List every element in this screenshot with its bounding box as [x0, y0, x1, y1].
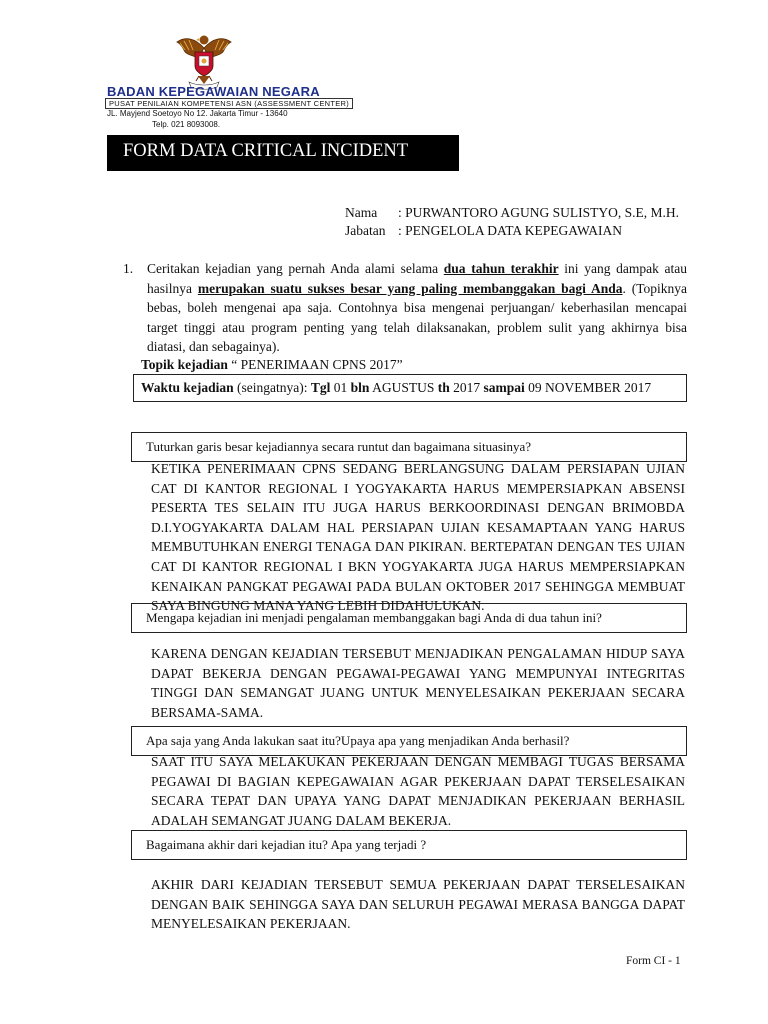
page-label: Form CI - 1: [626, 955, 681, 967]
name-label: Nama: [345, 205, 378, 220]
question-emphasis: merupakan suatu sukses besar yang paling membanggakan bagi Anda: [197, 280, 623, 296]
position-value: : PENGELOLA DATA KEPEGAWAIAN: [398, 223, 622, 238]
section-answer: KARENA DENGAN KEJADIAN TERSEBUT MENJADIKAN PENGALAMAN HIDUP SAYA DAPAT BEKERJA DENGAN PEGAWAI-PEGAWAI YANG MEMPUNYAI INTEGRITAS TINGGI DAN SEMANGAT JUANG UNTUK MENYELESAIKAN PEKERJAAN SECARA BERSAMA-SAMA.: [151, 646, 685, 720]
question-emphasis: dua tahun terakhir: [443, 261, 559, 276]
bln-value: AGUSTUS: [369, 380, 438, 395]
section-answer: AKHIR DARI KEJADIAN TERSEBUT SEMUA PEKERJAAN DAPAT TERSELESAIKAN DENGAN BAIK SEHINGGA SAYA DAN SELURUH PEGAWAI MERASA BANGGA DAPAT MENYELESAIKAN PEKERJAAN.: [151, 877, 685, 932]
name-value: : PURWANTORO AGUNG SULISTYO, S.E, M.H.: [398, 205, 680, 220]
topic-value: “ PENERIMAAN CPNS 2017”: [227, 357, 403, 372]
question-text-part: ini yang dampak atau hasilnya: [147, 261, 688, 296]
section-question: Apa saja yang Anda lakukan saat itu?Upaya apa yang menjadikan Anda berhasil?: [131, 726, 687, 756]
tgl-value: 01: [330, 380, 351, 395]
org-unit: PUSAT PENILAIAN KOMPETENSI ASN (ASSESSMENT CENTER): [105, 98, 353, 109]
position-label: Jabatan: [345, 223, 386, 238]
until-value: 09 NOVEMBER 2017: [524, 380, 652, 395]
topic-line: [141, 357, 403, 373]
org-address: JL. Mayjend Soetoyo No 12. Jakarta Timur - 13640: [107, 109, 288, 118]
time-label: Waktu kejadian: [141, 380, 234, 395]
org-phone: Telp. 021 8093008.: [152, 120, 221, 129]
bln-label: bln: [350, 380, 370, 395]
section-answer: SAAT ITU SAYA MELAKUKAN PEKERJAAN DENGAN MEMBAGI TUGAS BERSAMA PEGAWAI DI BAGIAN KEPEGAWAIAN AGAR PEKERJAAN DAPAT TERSELESAIKAN SECARA TEPAT DAN UPAYA YANG DAPAT MENJADIKAN PEKERJAAN BERHASIL ADALAH SEMANGAT JUANG DALAM BEKERJA.: [151, 754, 685, 828]
section-answer: KETIKA PENERIMAAN CPNS SEDANG BERLANGSUNG DALAM PERSIAPAN UJIAN CAT DI KANTOR REGIONAL I YOGYAKARTA HARUS MEMPERSIAPKAN ABSENSI PESERTA TES SELAIN ITU JUGA HARUS BERKOORDINASI DENGAN BRIMOBDA D.I.YOGYAKARTA DALAM HAL PERSIAPAN UJIAN KESAMAPTAAN YANG HARUS MEMBUTUHKAN ENERGI TENAGA DAN PIKIRAN. BERTEPATAN DENGAN TES UJIAN CAT DI KANTOR REGIONAL I BKN YOGYAKARTA JUGA HARUS MEMPERSIAPKAN KENAIKAN PANGKAT PEGAWAI PADA BULAN OKTOBER 2017 SEHINGGA MEMBUAT SAYA BINGUNG MANA YANG LEBIH DIDAHULUKAN.: [151, 461, 685, 614]
question-number: 1.: [123, 261, 134, 276]
org-name: BADAN KEPEGAWAIAN NEGARA: [107, 84, 320, 99]
until-label: sampai: [483, 380, 525, 395]
th-label: th: [437, 380, 450, 395]
time-box: [133, 374, 687, 402]
question-text: [147, 259, 687, 357]
section-question: Tuturkan garis besar kejadiannya secara runtut dan bagaimana situasinya?: [131, 432, 687, 462]
question-text-part: . (Topiknya bebas, boleh mengenai apa saja. Contohnya bisa mengenai perjuangan/ keberhasilan mencapai target tinggi atau program penting yang telah dilaksanakan, problem sulit yang akhirnya bisa diatasi, dan sebagainya).: [147, 280, 687, 355]
topic-label: Topik kejadian: [141, 357, 228, 372]
garuda-emblem-icon: [171, 30, 237, 90]
question-text-part: Ceritakan kejadian yang pernah Anda alami selama: [147, 261, 444, 276]
form-title: FORM DATA CRITICAL INCIDENT: [107, 135, 459, 171]
tgl-label: Tgl: [310, 380, 331, 395]
section-question: Mengapa kejadian ini menjadi pengalaman membanggakan bagi Anda di dua tahun ini?: [131, 603, 687, 633]
th-value: 2017: [449, 380, 484, 395]
time-hint: (seingatnya):: [233, 380, 311, 395]
section-question: Bagaimana akhir dari kejadian itu? Apa yang terjadi ?: [131, 830, 687, 860]
